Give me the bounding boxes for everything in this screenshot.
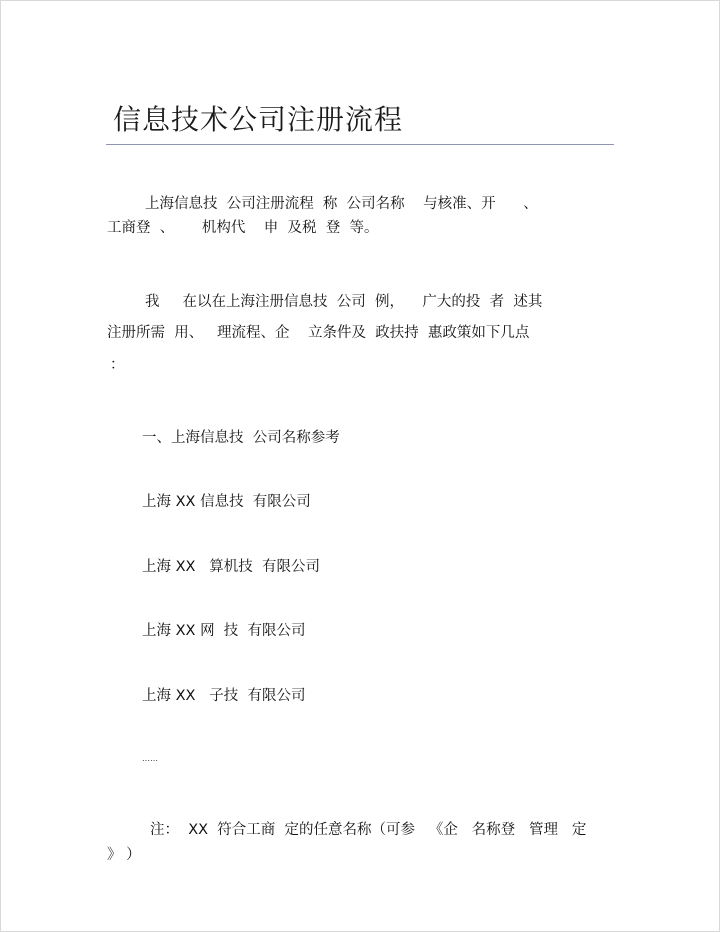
note-line-1: 注： XX 符合工商 定的任意名称（可参 《企 名称登 管理 定 <box>150 822 587 838</box>
paragraph-2-line-2: 注册所需 用、 理流程、企 立条件及 政扶持 惠政策如下几点 <box>107 325 530 341</box>
paragraph-2-line-1: 我 在以在上海注册信息技 公司 例， 广大的投 者 述其 <box>145 294 543 310</box>
company-name-1: 上海 XX 信息技 有限公司 <box>142 494 311 510</box>
list-ellipsis: …… <box>142 754 158 763</box>
company-name-3: 上海 XX 网 技 有限公司 <box>142 623 306 639</box>
paragraph-1-line-1: 上海信息技 公司注册流程 称 公司名称 与核准、开 、 <box>145 196 538 212</box>
paragraph-1-line-2: 工商登 、 机构代 申 及税 登 等。 <box>107 220 379 236</box>
note-line-2: 》 ） <box>107 847 141 863</box>
company-name-4: 上海 XX 子技 有限公司 <box>142 688 306 704</box>
company-name-2: 上海 XX 算机技 有限公司 <box>142 559 321 575</box>
section-1-heading: 一、上海信息技 公司名称参考 <box>142 430 340 446</box>
paragraph-2-line-3: ： <box>110 357 125 373</box>
document-title: 信息技术公司注册流程 <box>113 103 404 136</box>
title-underline <box>106 144 614 145</box>
